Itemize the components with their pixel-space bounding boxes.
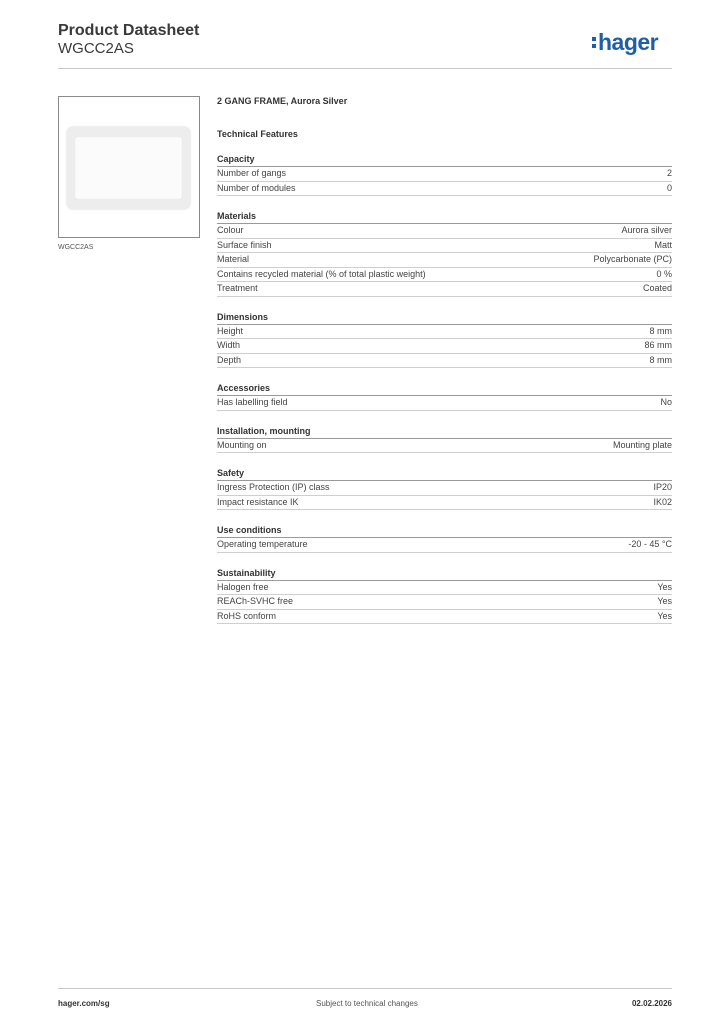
- footer-divider: [58, 988, 672, 989]
- spec-value: Polycarbonate (PC): [593, 254, 672, 264]
- spec-row: [217, 610, 672, 625]
- spec-value: 86 mm: [644, 340, 672, 350]
- spec-section: [217, 568, 672, 625]
- spec-label: Depth: [217, 354, 242, 365]
- footer-note: Subject to technical changes: [316, 999, 418, 1008]
- spec-value: 8 mm: [649, 325, 672, 336]
- spec-label: Material: [217, 254, 250, 264]
- spec-section: [217, 426, 672, 454]
- spec-value: Aurora silver: [621, 225, 672, 235]
- section-title: Capacity: [217, 154, 672, 167]
- spec-row: [217, 481, 672, 496]
- section-title: Dimensions: [217, 312, 672, 325]
- spec-value: No: [660, 397, 672, 407]
- spec-label: Contains recycled material (% of total plastic weight): [217, 268, 426, 279]
- spec-value: 0: [666, 182, 672, 193]
- image-caption: WGCC2AS: [58, 244, 94, 251]
- hager-logo: [592, 27, 658, 57]
- spec-label: Treatment: [217, 283, 258, 293]
- spec-row: [217, 354, 672, 369]
- spec-value: IK02: [653, 496, 672, 507]
- spec-row: [217, 182, 672, 197]
- spec-label: Width: [217, 340, 241, 350]
- logo-dots-icon: [592, 37, 596, 48]
- section-title: Installation, mounting: [217, 426, 672, 439]
- spec-row: [217, 396, 672, 411]
- spec-label: REACh-SVHC free: [217, 596, 294, 606]
- spec-section: [217, 154, 672, 196]
- spec-row: [217, 239, 672, 254]
- spec-label: Colour: [217, 225, 244, 235]
- spec-row: [217, 167, 672, 182]
- spec-label: Surface finish: [217, 239, 272, 250]
- spec-row: [217, 496, 672, 511]
- spec-value: Yes: [657, 610, 672, 621]
- spec-label: Ingress Protection (IP) class: [217, 482, 330, 492]
- spec-value: 0 %: [656, 268, 672, 279]
- spec-label: Height: [217, 325, 244, 336]
- spec-content: [217, 96, 672, 624]
- product-image: [58, 96, 200, 238]
- spec-row: [217, 439, 672, 454]
- section-title: Materials: [217, 211, 672, 224]
- spec-row: [217, 538, 672, 553]
- spec-label: Mounting on: [217, 439, 267, 450]
- product-name: 2 GANG FRAME, Aurora Silver: [217, 96, 348, 106]
- spec-value: Matt: [654, 239, 672, 250]
- spec-label: Number of modules: [217, 182, 296, 193]
- spec-value: Mounting plate: [612, 439, 672, 450]
- header-divider: [58, 68, 672, 69]
- spec-value: Yes: [657, 596, 672, 606]
- spec-label: RoHS conform: [217, 610, 277, 621]
- spec-section: [217, 211, 672, 297]
- spec-label: Impact resistance IK: [217, 496, 299, 507]
- spec-row: [217, 268, 672, 283]
- spec-value: Yes: [657, 581, 672, 592]
- spec-section: [217, 312, 672, 369]
- spec-label: Has labelling field: [217, 397, 288, 407]
- spec-value: 8 mm: [649, 354, 672, 365]
- footer-date: 02.02.2026: [631, 999, 672, 1008]
- spec-section: [217, 468, 672, 510]
- technical-features-heading: Technical Features: [217, 129, 298, 139]
- section-title: Use conditions: [217, 525, 672, 538]
- spec-value: 2: [666, 168, 672, 178]
- logo-text: hager: [598, 28, 659, 55]
- spec-row: [217, 581, 672, 596]
- page-title: Product Datasheet: [58, 22, 200, 39]
- spec-row: [217, 282, 672, 297]
- spec-row: [217, 595, 672, 610]
- spec-section: [217, 525, 672, 553]
- spec-row: [217, 224, 672, 239]
- spec-section: [217, 383, 672, 411]
- spec-row: [217, 325, 672, 340]
- spec-value: Coated: [642, 283, 672, 293]
- spec-label: Halogen free: [217, 581, 269, 592]
- frame-illustration: [67, 127, 190, 209]
- spec-sections: [217, 154, 672, 624]
- spec-row: [217, 253, 672, 268]
- spec-label: Number of gangs: [217, 168, 287, 178]
- section-title: Sustainability: [217, 568, 672, 581]
- product-code: WGCC2AS: [58, 40, 134, 57]
- section-title: Safety: [217, 468, 672, 481]
- section-title: Accessories: [217, 383, 672, 396]
- spec-value: IP20: [653, 482, 672, 492]
- spec-label: Operating temperature: [217, 539, 308, 549]
- footer-website: hager.com/sg: [58, 999, 110, 1008]
- spec-row: [217, 339, 672, 354]
- spec-value: -20 - 45 °C: [628, 539, 672, 549]
